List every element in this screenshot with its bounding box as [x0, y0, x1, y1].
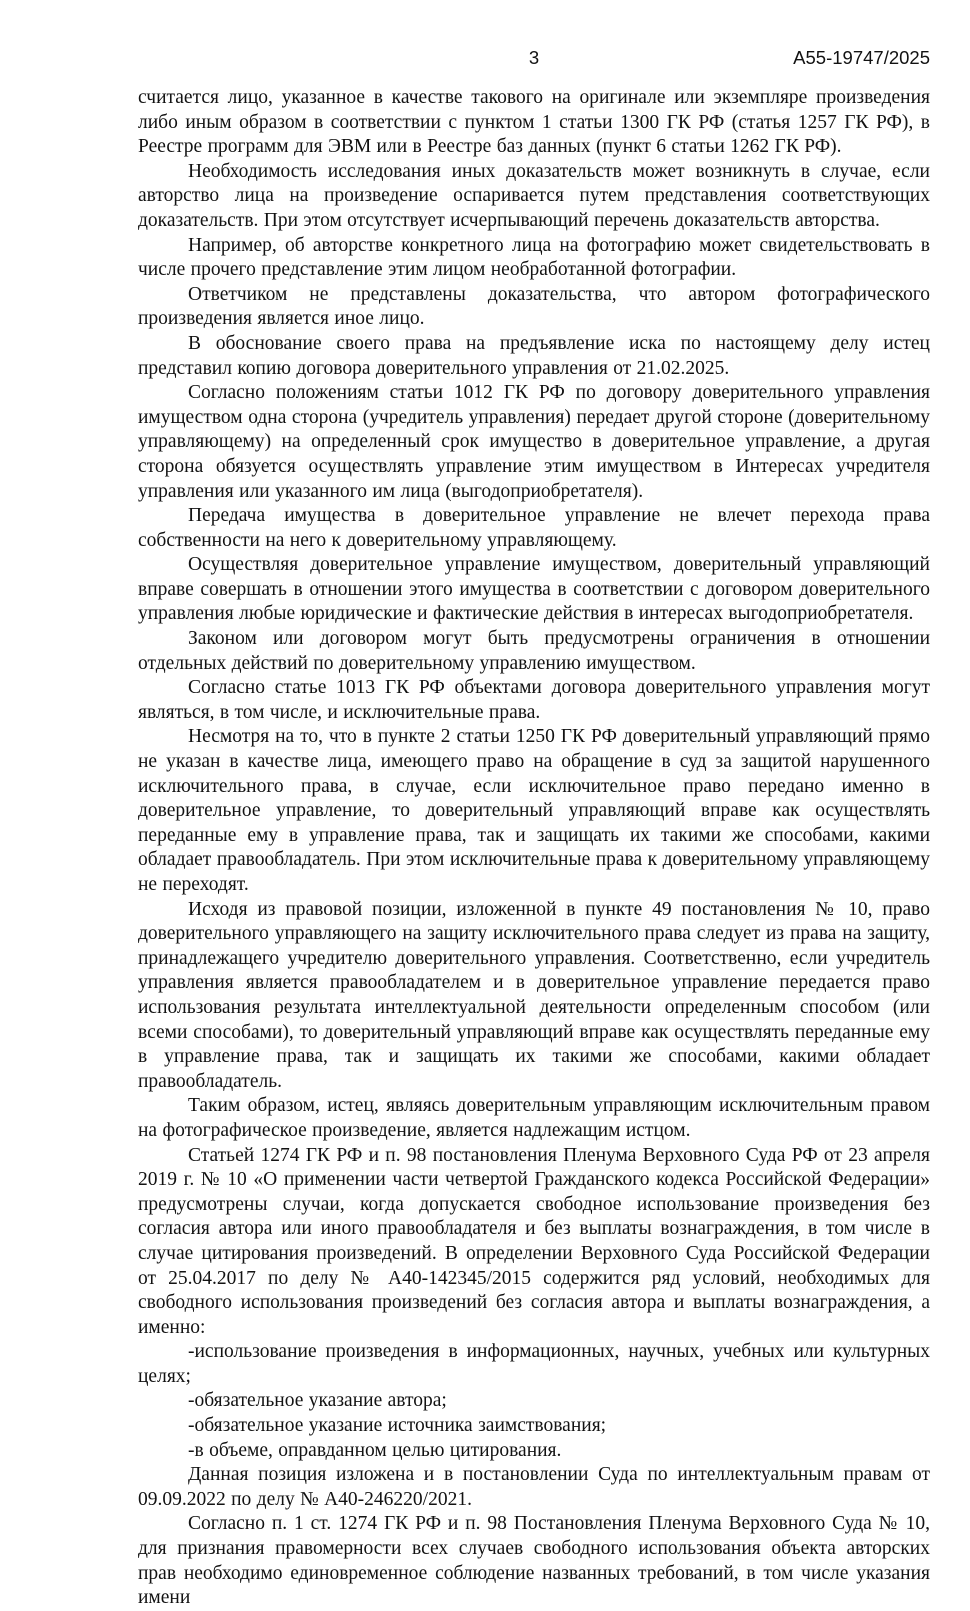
list-item-condition: -обязательное указание источника заимствования; [188, 1415, 607, 1437]
list-item-condition: -обязательное указание автора; [188, 1390, 447, 1412]
page-number: 3 [528, 47, 540, 68]
paragraph: Осуществляя доверительное управление имуществом, доверительный управляющий вправе совершать в отношении этого имущества в соответствии с договором доверительного управления любые юридические и фактические действия в интересах выгодоприобретателя. [138, 554, 930, 625]
paragraph: Таким образом, истец, являясь доверительным управляющим исключительным правом на фотографическое произведение, является надлежащим истцом. [138, 1095, 930, 1141]
page-header [138, 46, 930, 70]
paragraph: считается лицо, указанное в качестве такового на оригинале или экземпляре произведения либо иным образом в соответствии с пунктом 1 статьи 1300 ГК РФ (статья 1257 ГК РФ), в Реестре программ для ЭВМ или в Реестре баз данных (пункт 6 статьи 1262 ГК РФ). [138, 87, 930, 158]
paragraph: Данная позиция изложена и в постановлении Суда по интеллектуальным правам от 09.09.2022 по делу № А40-246220/2021. [138, 1464, 930, 1510]
paragraph: Исходя из правовой позиции, изложенной в пункте 49 постановления № 10, право доверительного управляющего на защиту исключительного права следует из права на защиту, принадлежащего учредителю доверительного управления. Соответственно, если учредитель управления является правообладателем и в доверительное управление передается право использования результата интеллектуальной деятельности определенным способом (или всеми способами), то доверительный управляющий вправе как осуществлять переданные ему в управление права, так и защищать их такими же способами, какими обладает правообладатель. [138, 898, 930, 1092]
paragraph: Необходимость исследования иных доказательств может возникнуть в случае, если авторство лица на произведение оспаривается путем представления соответствующих доказательств. При этом отсутствует исчерпывающий перечень доказательств авторства. [138, 160, 930, 231]
paragraph: Передача имущества в доверительное управление не влечет перехода права собственности на него к доверительному управляющему. [138, 505, 930, 551]
paragraph: Законом или договором могут быть предусмотрены ограничения в отношении отдельных действий по доверительному управлению имуществом. [138, 628, 930, 674]
document-body [138, 86, 930, 1611]
paragraph: Статьей 1274 ГК РФ и п. 98 постановления Пленума Верховного Суда РФ от 23 апреля 2019 г. № 10 «О применении части четвертой Гражданского кодекса Российской Федерации» предусмотрены случаи, когда допускается свободное использование произведения без согласия автора или иного правообладателя и без выплаты вознаграждения, в том числе в случае цитирования произведений. В определении Верховного Суда Российской Федерации от 25.04.2017 по делу № А40-142345/2015 содержится ряд условий, необходимых для свободного использования произведений без согласия автора и выплаты вознаграждения, а именно: [138, 1144, 930, 1338]
paragraph: Ответчиком не представлены доказательства, что автором фотографического произведения является иное лицо. [138, 283, 930, 330]
list-item-condition: -использование произведения в информационных, научных, учебных или культурных целях; [138, 1341, 930, 1387]
paragraph: В обоснование своего права на предъявление иска по настоящему делу истец представил копию договора доверительного управления от 21.02.2025. [138, 332, 930, 379]
paragraph: Например, об авторстве конкретного лица на фотографию может свидетельствовать в числе прочего представление этим лицом необработанной фотографии. [138, 234, 930, 281]
paragraph: Согласно п. 1 ст. 1274 ГК РФ и п. 98 Постановления Пленума Верховного Суда № 10, для признания правомерности всех случаев свободного использования объекта авторских прав необходимо единовременное соблюдение названных требований, в том числе указания имени [138, 1513, 930, 1609]
list-item-condition: -в объеме, оправданном целью цитирования. [188, 1439, 562, 1461]
case-number: А55-19747/2025 [793, 47, 930, 68]
paragraph: Согласно положениям статьи 1012 ГК РФ по договору доверительного управления имуществом одна сторона (учредитель управления) передает другой стороне (доверительному управляющему) на определенный срок имущество в доверительное управление, а другая сторона обязуется осуществлять управление этим имуществом в Интересах учредителя управления или указанного им лица (выгодоприобретателя). [138, 382, 930, 502]
paragraph: Согласно статье 1013 ГК РФ объектами договора доверительного управления могут являться, в том числе, и исключительные права. [138, 677, 930, 723]
paragraph: Несмотря на то, что в пункте 2 статьи 1250 ГК РФ доверительный управляющий прямо не указан в качестве лица, имеющего право на обращение в суд за защитой нарушенного исключительного права, в случае, если исключительное право передано именно в доверительное управление, то доверительный управляющий вправе как осуществлять переданные ему в управление права, так и защищать их такими же способами, какими обладает правообладатель. При этом исключительные права к доверительному управляющему не переходят. [138, 726, 930, 895]
